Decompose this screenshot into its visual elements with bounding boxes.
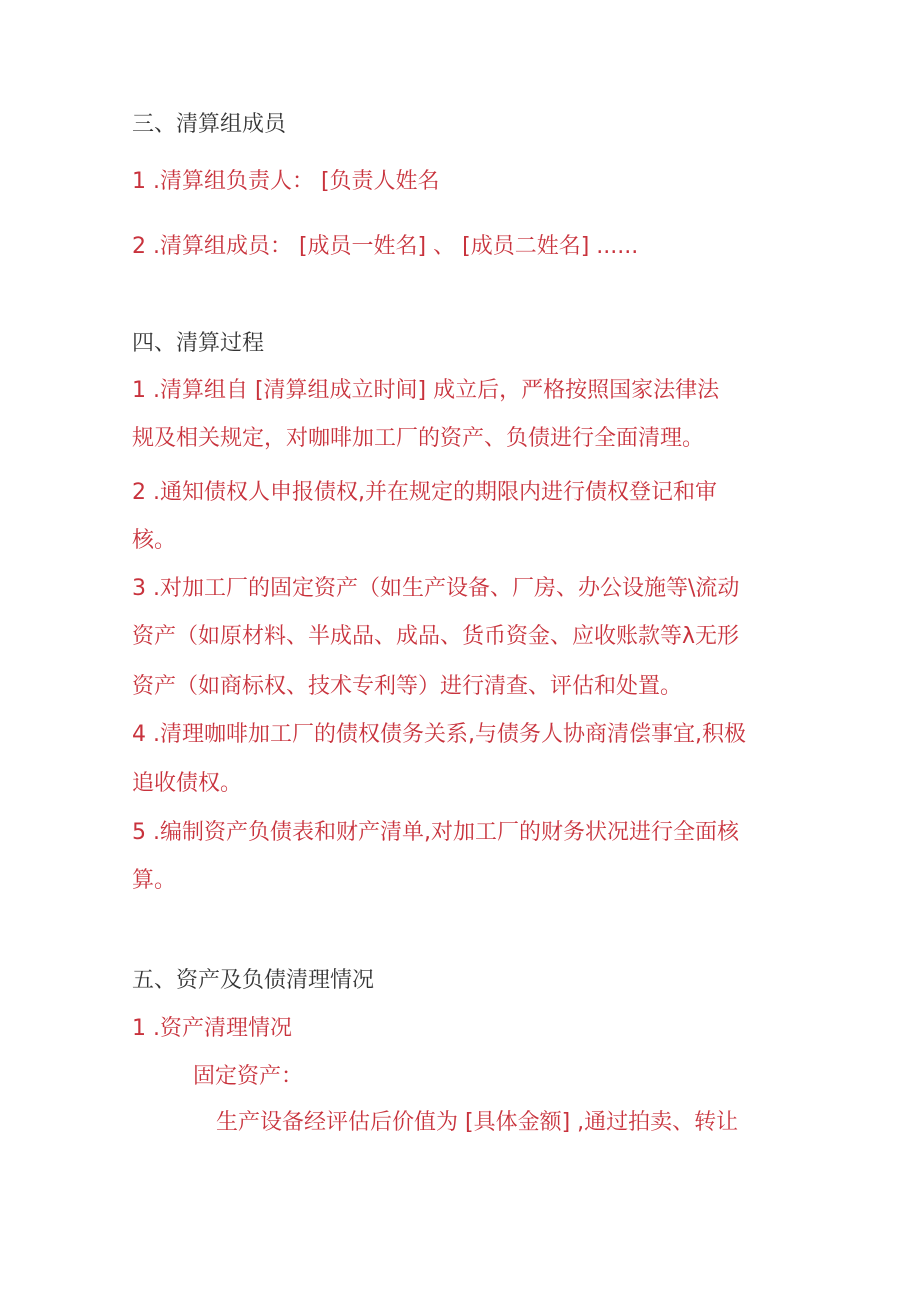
- fixed-assets-label: 固定资产：: [193, 1064, 304, 1089]
- section-3-heading: 三、清算组成员: [132, 112, 287, 137]
- section-3-item-1: 1 .清算组负责人： [负责人姓名: [132, 169, 440, 194]
- section-4-heading: 四、清算过程: [132, 331, 265, 356]
- section-4-item-2-line-1: 2 .通知债权人申报债权,并在规定的期限内进行债权登记和审: [132, 480, 717, 505]
- section-4-item-3-line-1: 3 .对加工厂的固定资产（如生产设备、厂房、办公设施等\流动: [132, 576, 740, 601]
- section-4-item-4-line-1: 4 .清理咖啡加工厂的债权债务关系,与债务人协商清偿事宜,积极: [132, 722, 746, 747]
- section-4-item-5-line-1: 5 .编制资产负债表和财产清单,对加工厂的财务状况进行全面核: [132, 820, 739, 845]
- section-4-item-1-line-1: 1 .清算组自 [清算组成立时间] 成立后，严格按照国家法律法: [132, 378, 720, 403]
- section-4-item-3-line-3: 资产（如商标权、技术专利等）进行清查、评估和处置。: [132, 674, 683, 699]
- section-4-item-1-line-2: 规及相关规定，对咖啡加工厂的资产、负债进行全面清理。: [132, 426, 705, 451]
- section-4-item-5-line-2: 算。: [132, 868, 177, 893]
- equipment-line: 生产设备经评估后价值为 [具体金额] ,通过拍卖、转让: [216, 1110, 739, 1135]
- section-4-item-4-line-2: 追收债权。: [132, 771, 243, 796]
- section-3-item-2: 2 .清算组成员： [成员一姓名] 、 [成员二姓名] ......: [132, 234, 639, 259]
- section-5-heading: 五、资产及负债清理情况: [132, 968, 375, 993]
- section-4-item-2-line-2: 核。: [132, 528, 177, 553]
- section-4-item-3-line-2: 资产（如原材料、半成品、成品、货币资金、应收账款等λ无形: [132, 624, 740, 649]
- section-5-item-1: 1 .资产清理情况: [132, 1016, 292, 1041]
